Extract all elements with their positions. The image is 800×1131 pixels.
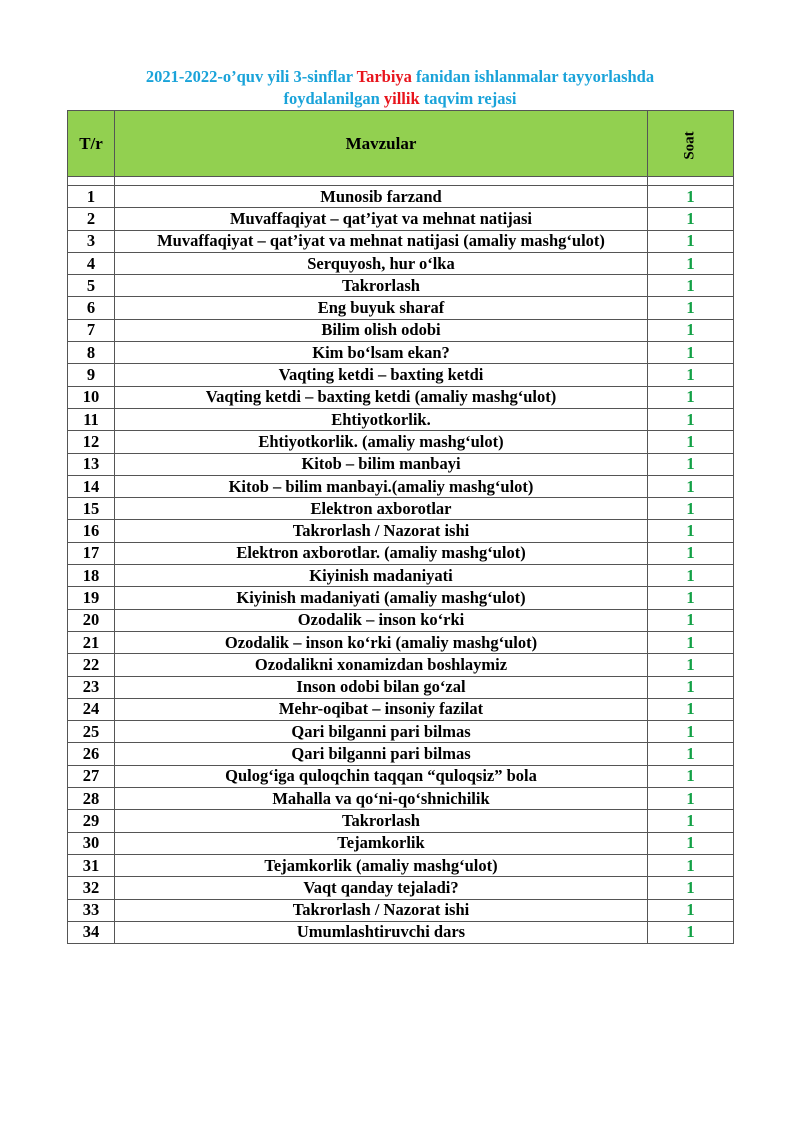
table-row [68,431,734,453]
row-hours: 1 [648,208,734,230]
header-topic: Mavzular [115,111,648,177]
row-topic: Takrorlash [115,810,648,832]
row-number: 18 [68,565,115,587]
title-part-3: fanidan ishlanmalar tayyorlashda [411,67,655,86]
row-hours: 1 [648,654,734,676]
row-number: 2 [68,208,115,230]
row-hours: 1 [648,252,734,274]
row-topic: Takrorlash / Nazorat ishi [115,899,648,921]
row-topic: Vaqting ketdi – baxting ketdi (amaliy mashg‘ulot) [115,386,648,408]
table-row [68,565,734,587]
row-number: 8 [68,342,115,364]
row-hours: 1 [648,631,734,653]
table-row [68,230,734,252]
row-topic: Kitob – bilim manbayi.(amaliy mashg‘ulot) [115,475,648,497]
row-hours: 1 [648,609,734,631]
table-row [68,877,734,899]
row-number: 7 [68,319,115,341]
row-number: 22 [68,654,115,676]
table-row [68,810,734,832]
row-hours: 1 [648,698,734,720]
row-topic: Tejamkorlik (amaliy mashg‘ulot) [115,854,648,876]
row-topic: Kitob – bilim manbayi [115,453,648,475]
table-row [68,854,734,876]
row-hours: 1 [648,899,734,921]
row-hours: 1 [648,542,734,564]
title-part-1: 2021-2022-o’quv yili 3-sinflar [145,67,357,86]
row-number: 28 [68,788,115,810]
row-hours: 1 [648,587,734,609]
title-part-4: foydalanilgan [283,89,384,108]
document-title [60,66,740,110]
table-row [68,408,734,430]
row-hours: 1 [648,408,734,430]
row-number: 11 [68,408,115,430]
row-hours: 1 [648,810,734,832]
row-topic: Serquyosh, hur o‘lka [115,252,648,274]
table-row [68,498,734,520]
row-hours: 1 [648,921,734,943]
row-topic: Kiyinish madaniyati (amaliy mashg‘ulot) [115,587,648,609]
row-number: 24 [68,698,115,720]
row-hours: 1 [648,854,734,876]
row-hours: 1 [648,498,734,520]
row-number: 1 [68,186,115,208]
title-subject: Tarbiya [356,67,412,86]
table-row [68,319,734,341]
row-hours: 1 [648,319,734,341]
row-topic: Mahalla va qo‘ni-qo‘shnichilik [115,788,648,810]
row-hours: 1 [648,565,734,587]
row-topic: Qulog‘iga quloqchin taqqan “quloqsiz” bola [115,765,648,787]
row-hours: 1 [648,186,734,208]
row-topic: Umumlashtiruvchi dars [115,921,648,943]
table-row [68,275,734,297]
row-number: 34 [68,921,115,943]
table-row [68,475,734,497]
header-hours [648,111,734,177]
row-number: 30 [68,832,115,854]
table-row [68,698,734,720]
row-number: 21 [68,631,115,653]
row-hours: 1 [648,275,734,297]
row-topic: Ehtiyotkorlik. (amaliy mashg‘ulot) [115,431,648,453]
row-topic: Bilim olish odobi [115,319,648,341]
table-row [68,631,734,653]
row-hours: 1 [648,520,734,542]
row-hours: 1 [648,342,734,364]
table-row [68,654,734,676]
row-number: 20 [68,609,115,631]
row-number: 31 [68,854,115,876]
row-topic: Takrorlash [115,275,648,297]
row-number: 3 [68,230,115,252]
title-part-6: taqvim rejasi [419,89,517,108]
row-hours: 1 [648,431,734,453]
table-row [68,520,734,542]
table-row [68,676,734,698]
table-row [68,587,734,609]
row-hours: 1 [648,475,734,497]
row-topic: Tejamkorlik [115,832,648,854]
row-topic: Ehtiyotkorlik. [115,408,648,430]
header-spacer-row [68,177,734,186]
table-body [68,186,734,944]
table-row [68,921,734,943]
row-number: 10 [68,386,115,408]
table-row [68,788,734,810]
row-topic: Kim bo‘lsam ekan? [115,342,648,364]
row-topic: Munosib farzand [115,186,648,208]
row-number: 19 [68,587,115,609]
row-topic: Vaqting ketdi – baxting ketdi [115,364,648,386]
table-row [68,832,734,854]
row-number: 32 [68,877,115,899]
row-number: 23 [68,676,115,698]
row-topic: Elektron axborotlar. (amaliy mashg‘ulot) [115,542,648,564]
row-hours: 1 [648,832,734,854]
row-number: 13 [68,453,115,475]
row-number: 33 [68,899,115,921]
row-number: 16 [68,520,115,542]
row-topic: Ozodalik – inson ko‘rki [115,609,648,631]
title-yearly: yillik [383,89,420,108]
row-number: 5 [68,275,115,297]
row-topic: Muvaffaqiyat – qat’iyat va mehnat natijasi (amaliy mashg‘ulot) [115,230,648,252]
row-hours: 1 [648,743,734,765]
table-row [68,342,734,364]
row-hours: 1 [648,788,734,810]
table-row [68,765,734,787]
row-number: 12 [68,431,115,453]
row-hours: 1 [648,297,734,319]
row-number: 29 [68,810,115,832]
row-hours: 1 [648,765,734,787]
row-number: 14 [68,475,115,497]
row-topic: Takrorlash / Nazorat ishi [115,520,648,542]
row-topic: Mehr-oqibat – insoniy fazilat [115,698,648,720]
table-row [68,899,734,921]
row-hours: 1 [648,721,734,743]
row-number: 17 [68,542,115,564]
row-topic: Vaqt qanday tejaladi? [115,877,648,899]
row-topic: Kiyinish madaniyati [115,565,648,587]
table-row [68,386,734,408]
table-row [68,542,734,564]
table-row [68,252,734,274]
row-topic: Muvaffaqiyat – qat’iyat va mehnat natijasi [115,208,648,230]
row-hours: 1 [648,364,734,386]
row-hours: 1 [648,453,734,475]
table-row [68,186,734,208]
table-row [68,721,734,743]
row-hours: 1 [648,877,734,899]
row-topic: Eng buyuk sharaf [115,297,648,319]
table-row [68,364,734,386]
row-topic: Qari bilganni pari bilmas [115,743,648,765]
row-number: 26 [68,743,115,765]
table-row [68,743,734,765]
table-row [68,297,734,319]
row-number: 15 [68,498,115,520]
row-hours: 1 [648,386,734,408]
header-number: T/r [68,111,115,177]
row-topic: Qari bilganni pari bilmas [115,721,648,743]
row-number: 6 [68,297,115,319]
table-header-row [68,111,734,177]
row-hours: 1 [648,230,734,252]
row-topic: Ozodalikni xonamizdan boshlaymiz [115,654,648,676]
header-hours-label: Soat [682,130,698,160]
row-topic: Ozodalik – inson ko‘rki (amaliy mashg‘ulot) [115,631,648,653]
row-hours: 1 [648,676,734,698]
calendar-plan-table [67,110,734,944]
table-row [68,208,734,230]
row-topic: Elektron axborotlar [115,498,648,520]
row-number: 27 [68,765,115,787]
table-row [68,453,734,475]
row-number: 9 [68,364,115,386]
row-number: 4 [68,252,115,274]
table-row [68,609,734,631]
row-topic: Inson odobi bilan go‘zal [115,676,648,698]
row-number: 25 [68,721,115,743]
